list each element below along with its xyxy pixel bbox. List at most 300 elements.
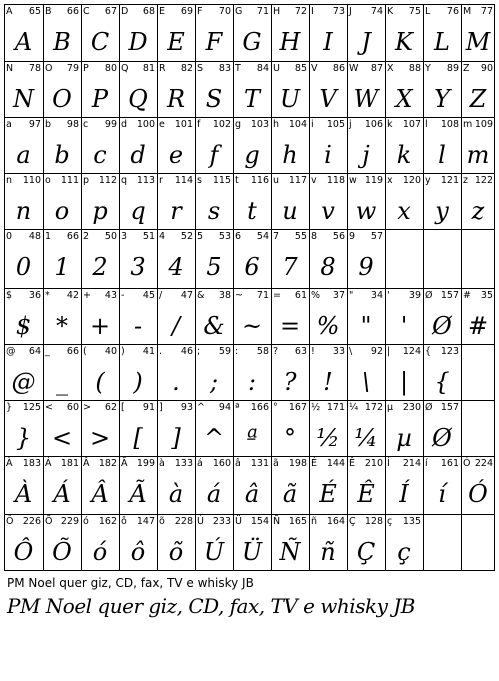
glyph-sample: G — [242, 28, 262, 56]
grid-line-horizontal — [4, 344, 495, 345]
glyph-sample: D — [128, 28, 148, 56]
glyph-char-label: ñ — [311, 516, 318, 527]
glyph-cell — [309, 400, 347, 456]
glyph-cell-header — [349, 63, 383, 75]
glyph-sample: Q — [128, 85, 148, 113]
glyph-code-label: 120 — [402, 175, 421, 186]
glyph-sample: V — [319, 85, 337, 113]
glyph-code-label: 161 — [440, 458, 459, 469]
glyph-code-label: 106 — [364, 119, 383, 130]
glyph-code-label: 73 — [332, 6, 345, 17]
glyph-cell — [43, 514, 81, 571]
glyph-sample: 4 — [168, 253, 184, 281]
glyph-cell — [385, 400, 423, 456]
glyph-cell — [347, 514, 385, 571]
glyph-code-label: 64 — [28, 346, 41, 357]
glyph-cell-header — [121, 290, 155, 302]
glyph-cell — [347, 173, 385, 229]
glyph-cell-header — [349, 458, 383, 470]
glyph-code-label: 233 — [212, 516, 231, 527]
glyph-sample: Ê — [357, 480, 375, 508]
glyph-code-label: 50 — [104, 231, 117, 242]
glyph-cell — [157, 61, 195, 117]
glyph-cell — [271, 61, 309, 117]
glyph-char-label: _ — [45, 346, 50, 357]
glyph-char-label: Q — [121, 63, 129, 74]
glyph-cell-header — [425, 119, 459, 131]
glyph-cell-header — [273, 290, 307, 302]
glyph-cell-header — [83, 458, 117, 470]
grid-line-horizontal — [4, 117, 495, 118]
glyph-char-label: 5 — [197, 231, 204, 242]
glyph-code-label: 39 — [408, 290, 421, 301]
glyph-code-label: 98 — [66, 119, 79, 130]
glyph-cell — [271, 229, 309, 288]
glyph-char-label: G — [235, 6, 243, 17]
glyph-char-label: $ — [6, 290, 13, 301]
glyph-char-label: H — [273, 6, 281, 17]
glyph-cell-header — [83, 516, 117, 528]
glyph-code-label: 229 — [60, 516, 79, 527]
glyph-cell — [461, 61, 495, 117]
glyph-code-label: 76 — [446, 6, 459, 17]
glyph-sample: í — [438, 480, 446, 508]
glyph-cell-header — [425, 402, 459, 414]
glyph-sample: X — [395, 85, 413, 113]
glyph-char-label: X — [387, 63, 394, 74]
glyph-cell-header — [311, 402, 345, 414]
glyph-code-label: 94 — [218, 402, 231, 413]
glyph-sample: s — [207, 197, 221, 225]
glyph-sample: F — [205, 28, 223, 56]
grid-line-horizontal — [4, 173, 495, 174]
glyph-cell — [195, 61, 233, 117]
glyph-code-label: 102 — [212, 119, 231, 130]
glyph-cell-header — [6, 6, 41, 18]
glyph-cell — [119, 173, 157, 229]
glyph-cell — [271, 4, 309, 61]
glyph-cell-header — [45, 458, 79, 470]
glyph-cell — [347, 456, 385, 514]
glyph-cell — [347, 61, 385, 117]
glyph-cell — [233, 514, 271, 571]
glyph-cell — [461, 456, 495, 514]
glyph-char-label: O — [45, 63, 53, 74]
glyph-cell-header — [121, 6, 155, 18]
glyph-cell-header — [6, 346, 41, 358]
glyph-code-label: 124 — [402, 346, 421, 357]
glyph-code-label: 91 — [142, 402, 155, 413]
grid-line-horizontal — [4, 61, 495, 62]
sample-text-script: PM Noel quer giz, CD, fax, TV e whisky JB — [7, 594, 415, 618]
glyph-code-label: 79 — [66, 63, 79, 74]
glyph-sample: ó — [92, 538, 108, 566]
glyph-sample: Z — [469, 85, 487, 113]
glyph-char-label: à — [159, 458, 165, 469]
glyph-cell-header — [235, 290, 269, 302]
glyph-code-label: 42 — [66, 290, 79, 301]
glyph-sample — [461, 249, 495, 285]
glyph-sample: Ç — [356, 538, 376, 566]
glyph-char-label: E — [159, 6, 166, 17]
glyph-cell-header — [83, 231, 117, 243]
glyph-sample: : — [247, 368, 257, 396]
glyph-code-label: 60 — [66, 402, 79, 413]
glyph-char-label: õ — [159, 516, 165, 527]
glyph-char-label: Ê — [349, 458, 356, 469]
glyph-sample: Ñ — [279, 538, 301, 566]
glyph-cell-header — [83, 346, 117, 358]
glyph-code-label: 157 — [440, 290, 459, 301]
glyph-cell-header — [425, 346, 459, 358]
glyph-cell-header — [45, 231, 79, 243]
glyph-cell-header — [121, 63, 155, 75]
glyph-code-label: 128 — [364, 516, 383, 527]
glyph-cell — [4, 514, 43, 571]
glyph-char-label: q — [121, 175, 128, 186]
glyph-cell — [233, 456, 271, 514]
glyph-code-label: 164 — [326, 516, 345, 527]
glyph-cell-header — [197, 175, 231, 187]
glyph-cell-header — [387, 458, 421, 470]
glyph-cell-header — [463, 175, 493, 187]
glyph-cell — [195, 4, 233, 61]
glyph-sample: E — [167, 28, 185, 56]
glyph-cell-header — [349, 402, 383, 414]
glyph-cell-header — [45, 119, 79, 131]
glyph-cell-header — [273, 516, 307, 528]
glyph-code-label: 135 — [402, 516, 421, 527]
glyph-cell-header — [463, 119, 493, 131]
glyph-char-label: Z — [463, 63, 470, 74]
glyph-cell — [4, 4, 43, 61]
glyph-sample: < — [51, 424, 73, 452]
glyph-code-label: 59 — [218, 346, 231, 357]
glyph-cell — [43, 117, 81, 173]
glyph-code-label: 165 — [288, 516, 307, 527]
glyph-cell — [233, 288, 271, 344]
glyph-cell — [43, 400, 81, 456]
glyph-sample: ¼ — [354, 424, 378, 452]
glyph-char-label: Ü — [235, 516, 242, 527]
glyph-cell-header — [273, 231, 307, 243]
glyph-cell — [233, 400, 271, 456]
glyph-cell — [423, 514, 461, 571]
glyph-cell — [385, 117, 423, 173]
glyph-sample: l — [438, 141, 446, 169]
glyph-cell-header — [121, 175, 155, 187]
glyph-char-label: ¼ — [349, 402, 359, 413]
glyph-char-label: j — [349, 119, 352, 130]
glyph-cell-header — [6, 119, 41, 131]
glyph-char-label: B — [45, 6, 52, 17]
glyph-code-label: 89 — [446, 63, 459, 74]
glyph-char-label: 6 — [235, 231, 242, 242]
glyph-cell — [4, 229, 43, 288]
glyph-code-label: 54 — [256, 231, 269, 242]
glyph-char-label: ª — [235, 402, 240, 413]
glyph-char-label: n — [6, 175, 13, 186]
glyph-code-label: 181 — [60, 458, 79, 469]
glyph-cell-header — [349, 346, 383, 358]
glyph-cell-header — [159, 516, 193, 528]
glyph-code-label: 38 — [218, 290, 231, 301]
glyph-char-label: 0 — [6, 231, 13, 242]
glyph-cell — [81, 400, 119, 456]
glyph-code-label: 133 — [174, 458, 193, 469]
glyph-cell-header — [387, 119, 421, 131]
glyph-cell — [461, 173, 495, 229]
glyph-cell-header — [311, 346, 345, 358]
glyph-code-label: 33 — [332, 346, 345, 357]
glyph-code-label: 57 — [370, 231, 383, 242]
glyph-code-label: 230 — [402, 402, 421, 413]
glyph-code-label: 67 — [104, 6, 117, 17]
glyph-cell — [157, 4, 195, 61]
glyph-code-label: 52 — [180, 231, 193, 242]
glyph-char-label: 9 — [349, 231, 356, 242]
glyph-char-label: ô — [121, 516, 127, 527]
glyph-cell — [43, 61, 81, 117]
glyph-cell-header — [159, 119, 193, 131]
glyph-code-label: 113 — [136, 175, 155, 186]
glyph-char-label: Ñ — [273, 516, 281, 527]
glyph-cell — [271, 400, 309, 456]
glyph-cell — [119, 344, 157, 400]
glyph-sample: ª — [246, 424, 258, 452]
glyph-code-label: 147 — [136, 516, 155, 527]
glyph-sample: ~ — [241, 312, 263, 340]
glyph-sample: { — [434, 368, 450, 396]
glyph-char-label: 3 — [121, 231, 128, 242]
glyph-code-label: 56 — [332, 231, 345, 242]
glyph-cell — [157, 173, 195, 229]
glyph-sample: ° — [284, 424, 296, 452]
glyph-cell — [195, 344, 233, 400]
glyph-sample: | — [399, 368, 409, 396]
glyph-char-label: C — [83, 6, 90, 17]
glyph-sample: z — [471, 197, 485, 225]
glyph-code-label: 72 — [294, 6, 307, 17]
glyph-char-label: z — [463, 175, 468, 186]
glyph-cell — [347, 117, 385, 173]
glyph-char-label: t — [235, 175, 239, 186]
glyph-cell-header — [83, 119, 117, 131]
glyph-cell — [271, 117, 309, 173]
glyph-char-label: " — [349, 290, 354, 301]
glyph-code-label: 199 — [136, 458, 155, 469]
glyph-sample: L — [434, 28, 450, 56]
glyph-char-label: # — [463, 290, 471, 301]
glyph-code-label: 160 — [212, 458, 231, 469]
glyph-sample: Í — [399, 480, 409, 508]
glyph-cell-header — [311, 175, 345, 187]
glyph-sample: m — [466, 141, 490, 169]
glyph-char-label: á — [197, 458, 203, 469]
glyph-cell-header — [6, 231, 41, 243]
glyph-cell-header — [197, 119, 231, 131]
glyph-code-label: 157 — [440, 402, 459, 413]
glyph-cell — [309, 61, 347, 117]
glyph-char-label: ! — [311, 346, 315, 357]
glyph-code-label: 110 — [22, 175, 41, 186]
glyph-sample: ) — [133, 368, 143, 396]
glyph-cell-header — [311, 458, 345, 470]
glyph-char-label: Í — [387, 458, 390, 469]
glyph-code-label: 69 — [180, 6, 193, 17]
glyph-cell-header — [45, 346, 79, 358]
glyph-code-label: 154 — [250, 516, 269, 527]
glyph-cell — [461, 288, 495, 344]
glyph-code-label: 90 — [480, 63, 493, 74]
glyph-sample: + — [89, 312, 111, 340]
glyph-cell — [43, 229, 81, 288]
glyph-char-label: 7 — [273, 231, 280, 242]
glyph-char-label: N — [6, 63, 14, 74]
glyph-char-label: > — [83, 402, 91, 413]
glyph-sample: 0 — [15, 253, 32, 281]
glyph-sample: - — [133, 312, 143, 340]
glyph-cell — [4, 173, 43, 229]
glyph-code-label: 118 — [326, 175, 345, 186]
glyph-code-label: 214 — [402, 458, 421, 469]
glyph-cell — [309, 229, 347, 288]
glyph-cell-header — [45, 175, 79, 187]
glyph-cell — [423, 344, 461, 400]
glyph-cell-header — [197, 516, 231, 528]
glyph-sample: T — [243, 85, 260, 113]
glyph-char-label: ( — [83, 346, 87, 357]
glyph-cell-header — [45, 516, 79, 528]
glyph-code-label: 99 — [104, 119, 117, 130]
glyph-sample: ' — [400, 312, 408, 340]
glyph-sample: x — [397, 197, 411, 225]
glyph-cell-header — [159, 346, 193, 358]
glyph-cell-header — [121, 119, 155, 131]
glyph-cell — [195, 117, 233, 173]
glyph-cell — [119, 229, 157, 288]
glyph-char-label: ó — [83, 516, 89, 527]
glyph-cell — [195, 456, 233, 514]
glyph-code-label: 41 — [142, 346, 155, 357]
glyph-char-label: T — [235, 63, 241, 74]
glyph-cell — [309, 514, 347, 571]
glyph-cell — [385, 514, 423, 571]
glyph-code-label: 62 — [104, 402, 117, 413]
glyph-cell — [195, 514, 233, 571]
glyph-cell — [385, 4, 423, 61]
glyph-cell — [233, 344, 271, 400]
glyph-sample: ñ — [320, 538, 336, 566]
glyph-char-label: ½ — [311, 402, 321, 413]
glyph-cell — [423, 288, 461, 344]
glyph-cell — [157, 288, 195, 344]
glyph-sample: 6 — [244, 253, 260, 281]
glyph-cell — [43, 456, 81, 514]
glyph-char-label: É — [311, 458, 318, 469]
glyph-sample: e — [168, 141, 184, 169]
grid-line-horizontal — [4, 229, 495, 230]
glyph-char-label: x — [387, 175, 393, 186]
glyph-char-label: K — [387, 6, 394, 17]
glyph-cell-header — [197, 231, 231, 243]
glyph-cell — [81, 229, 119, 288]
glyph-cell — [157, 514, 195, 571]
glyph-char-label: Ó — [463, 458, 471, 469]
glyph-cell-header — [463, 6, 493, 18]
glyph-cell-header — [425, 6, 459, 18]
glyph-sample: @ — [11, 368, 36, 396]
glyph-cell-header — [349, 6, 383, 18]
glyph-code-label: 131 — [250, 458, 269, 469]
glyph-code-label: 162 — [98, 516, 117, 527]
glyph-char-label: ~ — [235, 290, 243, 301]
glyph-cell — [233, 117, 271, 173]
glyph-cell-header — [311, 63, 345, 75]
glyph-cell — [309, 288, 347, 344]
glyph-cell-header — [197, 402, 231, 414]
glyph-code-label: 119 — [364, 175, 383, 186]
glyph-cell-header — [311, 6, 345, 18]
glyph-sample: c — [93, 141, 107, 169]
glyph-char-label: í — [425, 458, 428, 469]
glyph-cell-header — [6, 175, 41, 187]
glyph-cell — [119, 117, 157, 173]
glyph-code-label: 77 — [480, 6, 493, 17]
glyph-sample: Ø — [432, 312, 452, 340]
glyph-cell-header — [235, 63, 269, 75]
glyph-cell-header — [6, 402, 41, 414]
glyph-cell-header — [6, 63, 41, 75]
glyph-sample: H — [279, 28, 301, 56]
glyph-char-label: % — [311, 290, 321, 301]
glyph-cell-header — [273, 346, 307, 358]
glyph-cell — [81, 514, 119, 571]
glyph-char-label: / — [159, 290, 163, 301]
glyph-sample: 2 — [92, 253, 108, 281]
glyph-cell-header — [235, 6, 269, 18]
glyph-code-label: 74 — [370, 6, 383, 17]
glyph-cell-header — [273, 63, 307, 75]
glyph-sample: 8 — [320, 253, 336, 281]
glyph-sample: v — [321, 197, 335, 225]
glyph-char-label: Ø — [425, 290, 433, 301]
glyph-char-label: V — [311, 63, 318, 74]
glyph-cell-header — [83, 402, 117, 414]
glyph-code-label: 68 — [142, 6, 155, 17]
glyph-cell — [385, 344, 423, 400]
glyph-code-label: 109 — [474, 119, 493, 130]
glyph-sample: h — [282, 141, 298, 169]
glyph-sample: b — [54, 141, 70, 169]
glyph-sample: \ — [361, 368, 371, 396]
glyph-sample: Â — [91, 480, 109, 508]
glyph-cell-header — [83, 290, 117, 302]
glyph-code-label: 210 — [364, 458, 383, 469]
glyph-code-label: 66 — [66, 231, 79, 242]
glyph-code-label: 167 — [288, 402, 307, 413]
glyph-code-label: 198 — [288, 458, 307, 469]
glyph-sample: k — [396, 141, 412, 169]
glyph-char-label: y — [425, 175, 431, 186]
glyph-sample: y — [435, 197, 449, 225]
glyph-cell-header — [463, 63, 493, 75]
glyph-cell — [195, 400, 233, 456]
glyph-char-label: J — [349, 6, 352, 17]
glyph-cell-header — [425, 175, 459, 187]
glyph-sample: Ô — [13, 538, 34, 566]
glyph-sample: ; — [209, 368, 219, 396]
